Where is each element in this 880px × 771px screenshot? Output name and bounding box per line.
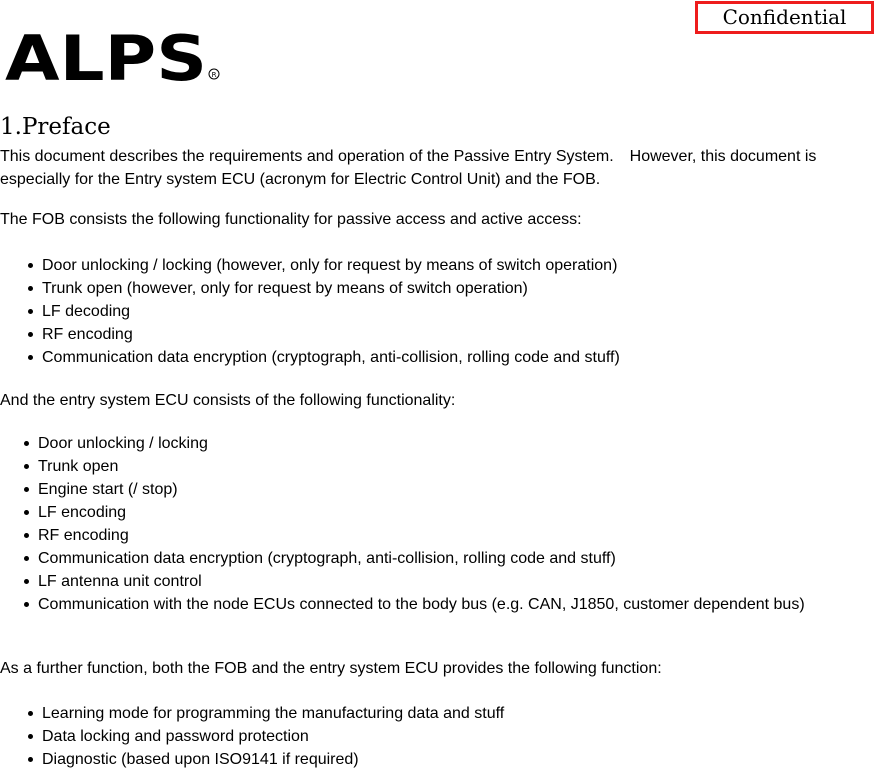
list-item-text: RF encoding [42, 326, 133, 343]
bullet-icon [28, 355, 33, 360]
bullet-icon [28, 734, 33, 739]
ecu-intro: And the entry system ECU consists of the following functionality: [0, 392, 456, 409]
list-item-text: Communication with the node ECUs connected to the body bus (e.g. CAN, J1850, customer dependent bus) [38, 596, 805, 613]
further-function-list [42, 702, 504, 771]
bullet-icon [24, 441, 29, 446]
confidential-stamp: Confidential [695, 1, 874, 34]
list-item-text: Engine start (/ stop) [38, 481, 178, 498]
list-item [42, 725, 504, 748]
list-item [42, 702, 504, 725]
list-item [42, 300, 620, 323]
bullet-icon [28, 286, 33, 291]
further-function-intro: As a further function, both the FOB and the entry system ECU provides the following function: [0, 660, 662, 677]
list-item-text: LF antenna unit control [38, 573, 202, 590]
list-item-text: Communication data encryption (cryptograph, anti-collision, rolling code and stuff) [42, 349, 620, 366]
list-item-text: LF decoding [42, 303, 131, 320]
list-item [38, 501, 818, 524]
fob-functionality-list [42, 254, 620, 369]
list-item [42, 277, 620, 300]
list-item-text: LF encoding [38, 504, 127, 521]
list-item-text: Trunk open [38, 458, 119, 475]
section-heading: 1.Preface [0, 114, 111, 140]
list-item [38, 547, 818, 570]
logo-wordmark: ALPS [5, 30, 207, 84]
list-item [38, 524, 818, 547]
bullet-icon [24, 602, 29, 607]
bullet-icon [24, 487, 29, 492]
list-item [42, 346, 620, 369]
registered-mark-letter: R [211, 71, 217, 79]
list-item-text: Communication data encryption (cryptograph, anti-collision, rolling code and stuff) [38, 550, 616, 567]
bullet-icon [28, 757, 33, 762]
bullet-icon [24, 556, 29, 561]
list-item [38, 432, 818, 455]
ecu-functionality-list [38, 432, 818, 616]
list-item-text: Data locking and password protection [42, 728, 309, 745]
bullet-icon [24, 533, 29, 538]
bullet-icon [24, 579, 29, 584]
alps-logo [5, 30, 221, 84]
bullet-icon [24, 510, 29, 515]
list-item [42, 254, 620, 277]
list-item-text: Door unlocking / locking (however, only for request by means of switch operation) [42, 257, 618, 274]
fob-intro: The FOB consists the following functionality for passive access and active access: [0, 211, 582, 228]
list-item [38, 478, 818, 501]
list-item [38, 455, 818, 478]
bullet-icon [24, 464, 29, 469]
intro-paragraph: This document describes the requirements and operation of the Passive Entry System. However, this document is especially for the Entry system ECU (acronym for Electric Control Unit) and the FOB. [0, 148, 817, 188]
bullet-icon [28, 711, 33, 716]
bullet-icon [28, 263, 33, 268]
list-item [38, 570, 818, 593]
bullet-icon [28, 332, 33, 337]
list-item-text: RF encoding [38, 527, 129, 544]
list-item-text: Learning mode for programming the manufacturing data and stuff [42, 705, 505, 722]
list-item-text: Diagnostic (based upon ISO9141 if required) [42, 751, 359, 768]
bullet-icon [28, 309, 33, 314]
list-item [38, 593, 818, 616]
list-item-text: Trunk open (however, only for request by means of switch operation) [42, 280, 528, 297]
list-item [42, 323, 620, 346]
list-item-text: Door unlocking / locking [38, 435, 208, 452]
